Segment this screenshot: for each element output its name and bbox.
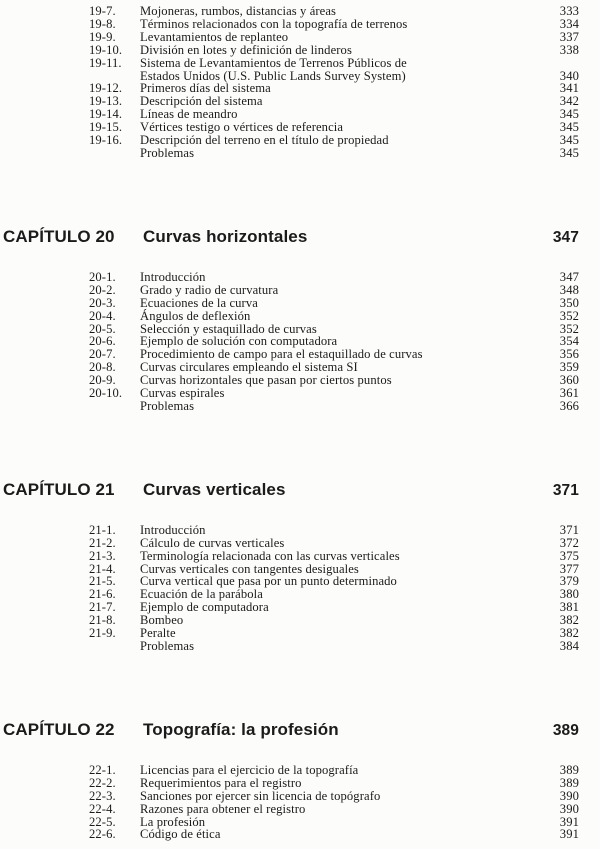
toc-entry	[89, 387, 579, 400]
toc-entry	[89, 310, 579, 323]
entry-title	[140, 31, 552, 44]
entry-title	[140, 44, 552, 57]
toc-entry	[89, 57, 579, 83]
entry-title	[140, 777, 552, 790]
entry-title-line: Curva vertical que pasa por un punto determinado	[140, 574, 397, 589]
entry-number: 20-4.	[89, 308, 116, 323]
toc-entry	[89, 550, 579, 563]
entry-title-line: Selección y estaquillado de curvas	[140, 321, 317, 336]
entry-page-number: 345	[559, 145, 579, 160]
entry-number: 20-5.	[89, 321, 116, 336]
toc-entry	[89, 31, 579, 44]
entry-number	[89, 400, 140, 413]
toc-entry	[89, 640, 579, 653]
entry-number: 21-5.	[89, 574, 116, 589]
entry-number: 22-1.	[89, 762, 116, 777]
entry-title	[140, 284, 552, 297]
entry-number: 19-9.	[89, 29, 116, 44]
entry-title	[140, 790, 552, 803]
chapter-page-number: 347	[552, 228, 579, 246]
entry-page-number: 356	[559, 347, 579, 362]
entry-page-number: 361	[559, 386, 579, 401]
entry-number: 19-15.	[89, 120, 123, 135]
entry-number: 21-8.	[89, 613, 116, 628]
toc-entry	[89, 537, 579, 550]
entry-title	[140, 387, 552, 400]
entry-title-line: Vértices testigo o vértices de referencia	[140, 120, 344, 135]
entry-title-line: Términos relacionados con la topografía de terrenos	[140, 16, 408, 31]
entry-title	[140, 601, 552, 614]
entry-page-number: 379	[559, 574, 579, 589]
chapter-block	[3, 719, 579, 841]
entry-title-line: Código de ética	[140, 827, 221, 842]
entry-title	[140, 550, 552, 563]
entry-title-line: Levantamientos de replanteo	[140, 29, 289, 44]
toc-entry	[89, 44, 579, 57]
entry-page-number: 338	[559, 42, 579, 57]
entry-page-number: 382	[559, 613, 579, 628]
chapter-block	[3, 479, 579, 653]
entry-title	[140, 147, 552, 160]
toc-entry	[89, 18, 579, 31]
entry-number: 20-1.	[89, 269, 116, 284]
entry-page-number: 389	[559, 775, 579, 790]
entry-page-number: 375	[559, 548, 579, 563]
entry-number: 20-6.	[89, 334, 116, 349]
entry-number: 21-7.	[89, 600, 116, 615]
chapter-label: CAPÍTULO 21	[3, 479, 115, 499]
entry-page-number: 390	[559, 788, 579, 803]
entry-page-number: 340	[559, 68, 579, 83]
entry-number: 19-13.	[89, 94, 123, 109]
entry-title-line: Curvas verticales con tangentes desiguales	[140, 561, 359, 576]
entry-number: 21-6.	[89, 587, 116, 602]
entry-number: 20-2.	[89, 282, 116, 297]
toc-entry	[89, 284, 579, 297]
entry-title-line: Sanciones por ejercer sin licencia de topógrafo	[140, 788, 381, 803]
entry-page-number: 337	[559, 29, 579, 44]
entry-title-line: Problemas	[140, 639, 195, 653]
chapter-heading	[3, 226, 579, 249]
toc-entry	[89, 790, 579, 803]
entry-title-line: Grado y radio de curvatura	[140, 282, 279, 297]
chapter-label: CAPÍTULO 22	[3, 719, 115, 739]
entry-number: 19-10.	[89, 42, 123, 57]
entry-title-line: Ecuación de la parábola	[140, 587, 263, 602]
entry-page-number: 334	[559, 16, 579, 31]
entry-title-line: Peralte	[140, 626, 176, 641]
entry-title	[140, 57, 552, 83]
entry-number: 19-7.	[89, 4, 116, 18]
entry-page-number: 384	[559, 639, 579, 653]
entry-page-number: 381	[559, 600, 579, 615]
entry-page-number: 377	[559, 561, 579, 576]
entry-title-line: División en lotes y definición de linderos	[140, 42, 352, 57]
entry-title-line: Cálculo de curvas verticales	[140, 535, 285, 550]
entry-title	[140, 400, 552, 413]
entry-number: 21-3.	[89, 548, 116, 563]
entry-page-number: 359	[559, 360, 579, 375]
entry-title-line: Ángulos de deflexión	[140, 308, 251, 323]
toc-entry	[89, 297, 579, 310]
toc-entry	[89, 777, 579, 790]
entry-number: 21-1.	[89, 522, 116, 537]
entry-number: 20-8.	[89, 360, 116, 375]
entry-page-number: 352	[559, 308, 579, 323]
entry-number: 19-12.	[89, 81, 123, 96]
entry-title	[140, 640, 552, 653]
chapter-title: Topografía: la profesión	[143, 719, 339, 739]
entry-page-number: 345	[559, 120, 579, 135]
entry-title-line: Requerimientos para el registro	[140, 775, 302, 790]
entry-page-number: 371	[559, 522, 579, 537]
chapter-title: Curvas verticales	[143, 479, 286, 499]
chapter-title: Curvas horizontales	[143, 226, 308, 246]
entry-page-number: 341	[559, 81, 579, 96]
entry-title	[140, 297, 552, 310]
entry-title	[140, 828, 552, 841]
entry-page-number: 333	[559, 4, 579, 18]
entry-title-line: Razones para obtener el registro	[140, 801, 306, 816]
entry-title-line: Ecuaciones de la curva	[140, 295, 258, 310]
entry-title	[140, 803, 552, 816]
entry-title-line: Introducción	[140, 269, 206, 284]
entry-page-number: 348	[559, 282, 579, 297]
entry-title-line: Problemas	[140, 145, 195, 160]
entry-page-number: 380	[559, 587, 579, 602]
chapter-page-number: 389	[552, 721, 579, 739]
toc-entry	[89, 803, 579, 816]
entry-title	[140, 18, 552, 31]
entry-title	[140, 537, 552, 550]
entry-title	[140, 524, 552, 537]
entry-title-line: Ejemplo de solución con computadora	[140, 334, 338, 349]
entry-page-number: 350	[559, 295, 579, 310]
entry-title	[140, 627, 552, 640]
entry-title-line: Licencias para el ejercicio de la topografía	[140, 762, 359, 777]
entry-title-line: Ejemplo de computadora	[140, 600, 269, 615]
entry-number: 20-7.	[89, 347, 116, 362]
entry-number: 20-9.	[89, 373, 116, 388]
toc-entry	[89, 147, 579, 160]
entry-number: 22-4.	[89, 801, 116, 816]
entry-title-line: Descripción del terreno en el título de propiedad	[140, 133, 389, 148]
entry-page-number: 345	[559, 133, 579, 148]
entry-page-number: 342	[559, 94, 579, 109]
entry-page-number: 372	[559, 535, 579, 550]
entry-number: 21-2.	[89, 535, 116, 550]
entry-number: 21-9.	[89, 626, 116, 641]
entries-block	[89, 5, 579, 160]
entry-number: 21-4.	[89, 561, 116, 576]
chapter-entries	[89, 524, 579, 653]
entry-number: 19-14.	[89, 107, 123, 122]
entry-title	[140, 271, 552, 284]
entry-title-line: Líneas de meandro	[140, 107, 238, 122]
entry-page-number: 360	[559, 373, 579, 388]
entry-title	[140, 310, 552, 323]
entry-title-line: Primeros días del sistema	[140, 81, 271, 96]
entry-title-line: Bombeo	[140, 613, 184, 628]
entry-page-number: 366	[559, 398, 579, 413]
entry-page-number: 391	[559, 814, 579, 829]
entry-title-line: La profesión	[140, 814, 206, 829]
chapter-entries	[89, 764, 579, 841]
chapter-label: CAPÍTULO 20	[3, 226, 115, 246]
entry-title-line: Curvas espirales	[140, 386, 225, 401]
entry-title-line: Mojoneras, rumbos, distancias y áreas	[140, 4, 337, 18]
toc-entry	[89, 400, 579, 413]
entry-title-line: Problemas	[140, 398, 195, 413]
entry-title-line: Procedimiento de campo para el estaquillado de curvas	[140, 347, 423, 362]
entry-number	[89, 640, 140, 653]
entry-number: 22-3.	[89, 788, 116, 803]
entry-title	[140, 5, 552, 18]
entry-page-number: 389	[559, 762, 579, 777]
entry-title	[140, 614, 552, 627]
chapter-entries	[89, 271, 579, 413]
entry-number: 19-8.	[89, 16, 116, 31]
toc-entry	[89, 828, 579, 841]
entry-title	[140, 764, 552, 777]
chapter-block	[3, 226, 579, 413]
entry-title	[140, 134, 552, 147]
entry-number: 20-3.	[89, 295, 116, 310]
chapter-page-number: 371	[552, 481, 579, 499]
entry-page-number: 390	[559, 801, 579, 816]
entry-page-number: 345	[559, 107, 579, 122]
entry-number: 22-2.	[89, 775, 116, 790]
entry-title-line: Estados Unidos (U.S. Public Lands Survey System)	[140, 68, 406, 83]
entry-number: 22-5.	[89, 814, 116, 829]
entry-number: 22-6.	[89, 827, 116, 842]
entry-title-line: Curvas circulares empleando el sistema SI	[140, 360, 358, 375]
entry-page-number: 354	[559, 334, 579, 349]
entry-number	[89, 147, 140, 160]
entry-number: 19-16.	[89, 133, 123, 148]
entry-title-line: Introducción	[140, 522, 206, 537]
chapter-heading	[3, 719, 579, 742]
entry-page-number: 382	[559, 626, 579, 641]
entry-page-number: 352	[559, 321, 579, 336]
toc-entry	[89, 524, 579, 537]
entry-page-number: 347	[559, 269, 579, 284]
entry-title-line: Terminología relacionada con las curvas verticales	[140, 548, 400, 563]
entry-page-number: 391	[559, 827, 579, 842]
toc-entry	[89, 764, 579, 777]
chapter-heading	[3, 479, 579, 502]
entry-number: 20-10.	[89, 386, 123, 401]
entry-title-line: Sistema de Levantamientos de Terrenos Públicos de	[140, 55, 407, 70]
entry-number: 19-11.	[89, 55, 122, 70]
entry-title-line: Curvas horizontales que pasan por ciertos puntos	[140, 373, 392, 388]
toc-entry	[89, 271, 579, 284]
toc-entry	[89, 5, 579, 18]
entry-title-line: Descripción del sistema	[140, 94, 263, 109]
